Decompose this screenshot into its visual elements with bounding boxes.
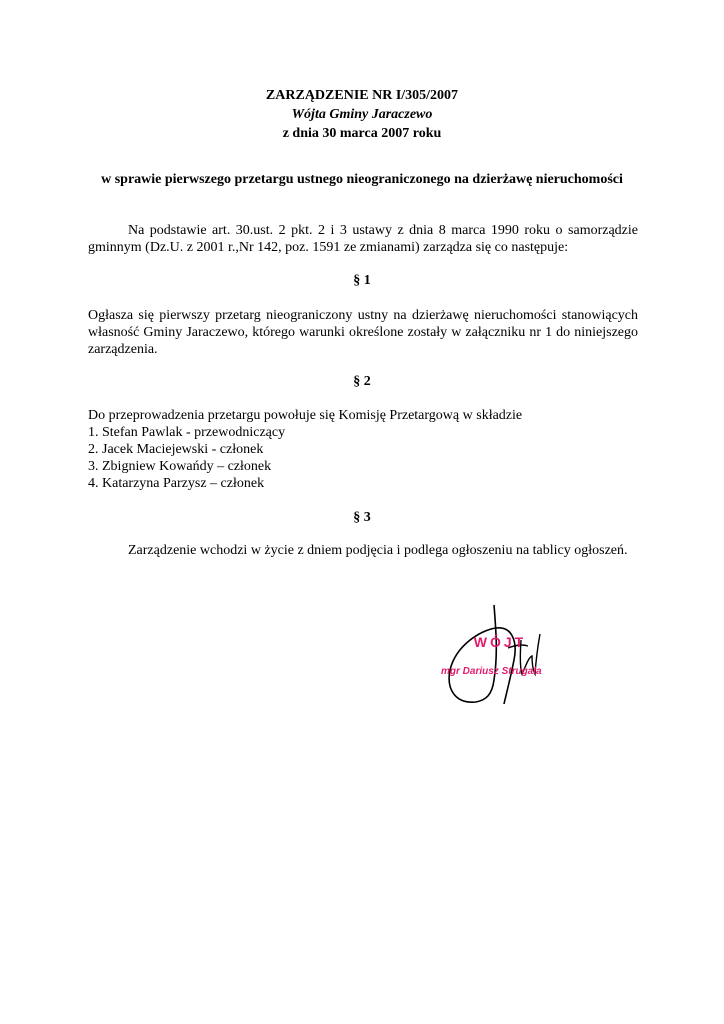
section-2-heading: § 2: [353, 374, 371, 389]
document-header: [0, 86, 724, 143]
section-2-body: [88, 407, 638, 492]
issuer: Wójta Gminy Jaraczewo: [291, 107, 433, 122]
section-3-text: Zarządzenie wchodzi w życie z dniem podjęcia i podlega ogłoszeniu na tablicy ogłoszeń.: [128, 543, 628, 558]
stamp-name: mgr Dariusz Strugała: [441, 666, 542, 677]
committee-list: [88, 424, 638, 492]
section-1-text: Ogłasza się pierwszy przetarg nieograniczony ustny na dzierżawę nieruchomości stanowiących własność Gminy Jaraczewo, którego warunki określone zostały w załączniku nr 1 do niniejszego zarządzenia.: [88, 308, 638, 357]
section-1-heading: § 1: [353, 273, 371, 288]
list-item: 3. Zbigniew Kowańdy – członek: [88, 459, 272, 474]
ordinance-number: ZARZĄDZENIE NR I/305/2007: [265, 88, 459, 103]
section-2-text: Do przeprowadzenia przetargu powołuje się Komisję Przetargową w składzie: [88, 408, 523, 423]
list-item: 1. Stefan Pawlak - przewodniczący: [88, 425, 286, 440]
stamp-title: WÓJT: [473, 634, 527, 650]
section-3-heading: § 3: [353, 510, 371, 525]
handwritten-signature: [436, 600, 566, 710]
document-subject: w sprawie pierwszego przetargu ustnego nieograniczonego na dzierżawę nieruchomości: [101, 172, 623, 187]
list-item: 4. Katarzyna Parzysz – członek: [88, 476, 265, 491]
issue-date: z dnia 30 marca 2007 roku: [282, 126, 442, 141]
intro-paragraph: Na podstawie art. 30.ust. 2 pkt. 2 i 3 ustawy z dnia 8 marca 1990 roku o samorządzie gminnym (Dz.U. z 2001 r.,Nr 142, poz. 1591 ze zmianami) zarządza się co następuje:: [88, 223, 638, 255]
list-item: 2. Jacek Maciejewski - członek: [88, 442, 264, 457]
